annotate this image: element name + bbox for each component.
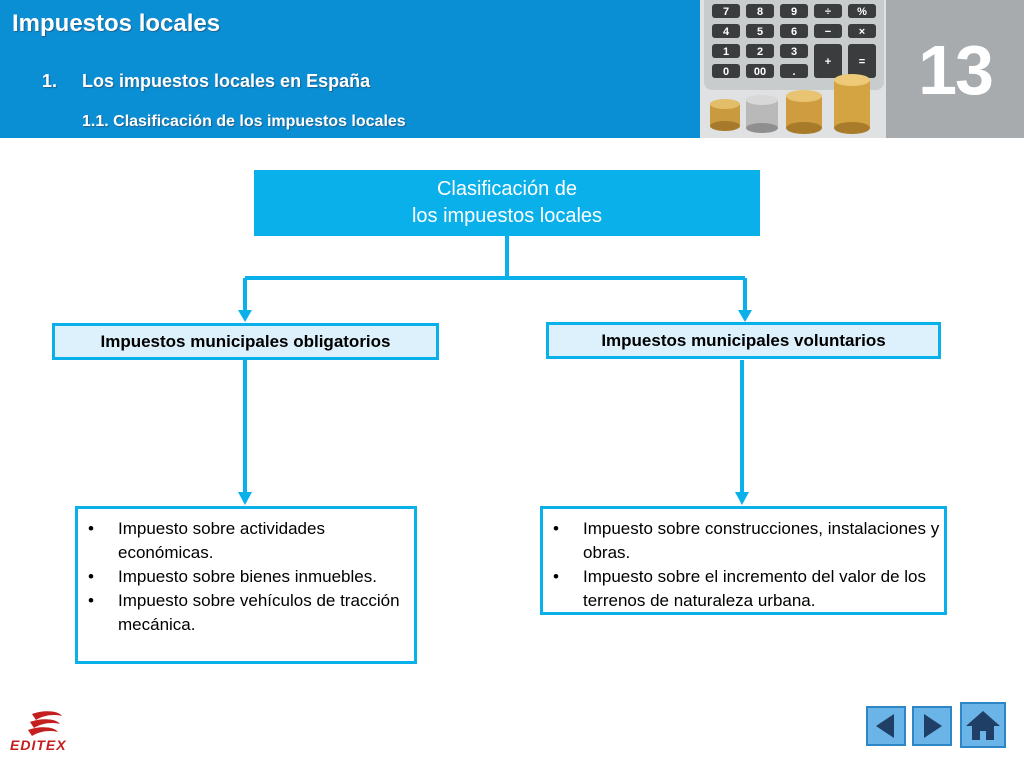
root-line-1: Clasificación de [436,178,578,200]
svg-text:6: 6 [790,26,798,38]
left-items-box [75,506,417,664]
svg-text:+: + [824,56,832,68]
root-line-2: los impuestos locales [411,205,603,227]
svg-text:%: % [857,6,867,18]
svg-text:9: 9 [790,6,798,18]
svg-text:4: 4 [722,26,730,38]
chapter-number: 13 [918,31,992,109]
subsection-heading: 1.1. Clasificación de los impuestos locales [82,113,406,130]
editex-logo-icon [10,710,80,738]
list-item: • Impuesto sobre el incremento del valor de los terrenos de naturaleza urbana. [543,565,944,613]
list-item: • Impuesto sobre construcciones, instalaciones y obras. [543,517,944,565]
list-item: • Impuesto sobre bienes inmuebles. [78,565,414,589]
triangle-left-icon [866,706,906,746]
left-category-node: Impuestos municipales obligatorios [52,323,439,360]
house-icon [960,702,1006,748]
home-button[interactable] [960,702,1006,748]
svg-text:.: . [792,66,796,78]
svg-text:00: 00 [753,66,767,78]
svg-text:5: 5 [756,26,764,38]
root-node [254,170,760,236]
arrowhead-left-top [238,310,252,322]
next-slide-button[interactable] [912,706,952,746]
arrowhead-right-bottom [735,492,749,505]
section-number: 1. [42,71,58,91]
svg-text:÷: ÷ [824,6,832,18]
section-title: Los impuestos locales en España [82,71,371,91]
svg-text:0: 0 [722,66,730,78]
prev-slide-button[interactable] [866,706,906,746]
svg-text:=: = [858,56,866,68]
svg-text:−: − [824,26,832,38]
svg-text:1: 1 [722,46,730,58]
arrowhead-right-top [738,310,752,322]
right-category-node: Impuestos municipales voluntarios [546,322,941,359]
svg-text:7: 7 [722,6,730,18]
svg-text:3: 3 [790,46,798,58]
svg-text:2: 2 [756,46,764,58]
svg-text:×: × [858,26,866,38]
list-item: • Impuesto sobre actividades económicas. [78,517,414,565]
svg-text:8: 8 [756,6,764,18]
triangle-right-icon [912,706,952,746]
list-item: • Impuesto sobre vehículos de tracción mecánica. [78,589,414,637]
logo-text: EDITEX [10,737,67,753]
arrowhead-left-bottom [238,492,252,505]
right-items-box [540,506,947,615]
page-title: Impuestos locales [12,10,221,37]
